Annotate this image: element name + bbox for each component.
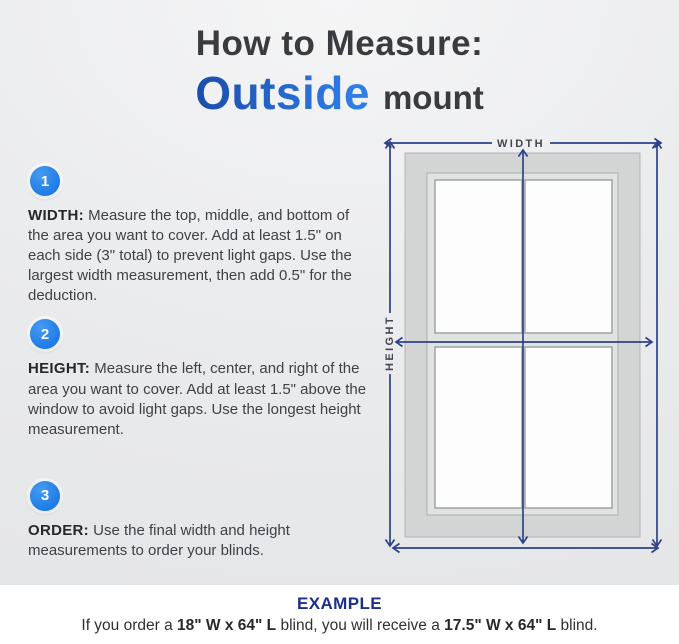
window-diagram-svg <box>375 125 675 600</box>
example-middle: blind, you will receive a <box>276 617 445 634</box>
step-number-badge: 1 <box>30 166 60 196</box>
page-title <box>0 24 679 120</box>
step-order <box>28 481 370 561</box>
step-width-text <box>28 206 370 306</box>
window-measurement-diagram <box>375 125 675 600</box>
instruction-steps <box>28 166 370 574</box>
step-height-label: HEIGHT: <box>28 360 91 378</box>
example-prefix: If you order a <box>81 617 178 634</box>
step-width-body: Measure the top, middle, and bottom of the area you want to cover. Add at least 1.5" on each side (3" total) to prevent light gaps. Use the largest width measurement, then add 0.5" for the deduction. <box>28 207 352 305</box>
example-heading: EXAMPLE <box>297 594 382 613</box>
example-sentence <box>0 617 679 635</box>
height-dimension-label: HEIGHT <box>384 315 396 371</box>
step-width-label: WIDTH: <box>28 207 84 224</box>
step-height <box>28 319 370 439</box>
title-line-1: How to Measure: <box>195 24 484 63</box>
example-footer <box>0 585 679 644</box>
example-order-size: 18" W x 64" L <box>177 617 277 634</box>
window-pane-top-right <box>525 180 612 333</box>
title-line-2 <box>0 66 679 120</box>
step-order-text <box>28 521 370 561</box>
step-height-body: Measure the left, center, and right of the area you want to cover. Add at least 1.5" above the window to avoid light gaps. Use the longest height measurement. <box>28 360 367 438</box>
step-number-badge: 3 <box>30 481 60 511</box>
step-height-text <box>28 359 370 439</box>
window-pane-bottom-left <box>435 347 522 508</box>
step-width <box>28 166 370 306</box>
width-arrow-bottom <box>393 544 658 553</box>
example-suffix: blind. <box>556 617 598 634</box>
height-arrow-right <box>653 142 662 546</box>
example-receive-size: 17.5" W x 64" L <box>444 617 557 634</box>
step-order-label: ORDER: <box>28 521 89 539</box>
step-number-badge: 2 <box>30 319 60 349</box>
step-order-body: Use the final width and height measurements to order your blinds. <box>28 521 290 559</box>
width-dimension-label: WIDTH <box>496 138 546 150</box>
title-mount-type: Outside <box>195 67 370 119</box>
window-pane-bottom-right <box>525 347 612 508</box>
title-mount-word: mount <box>382 79 484 116</box>
window-pane-top-left <box>435 180 522 333</box>
